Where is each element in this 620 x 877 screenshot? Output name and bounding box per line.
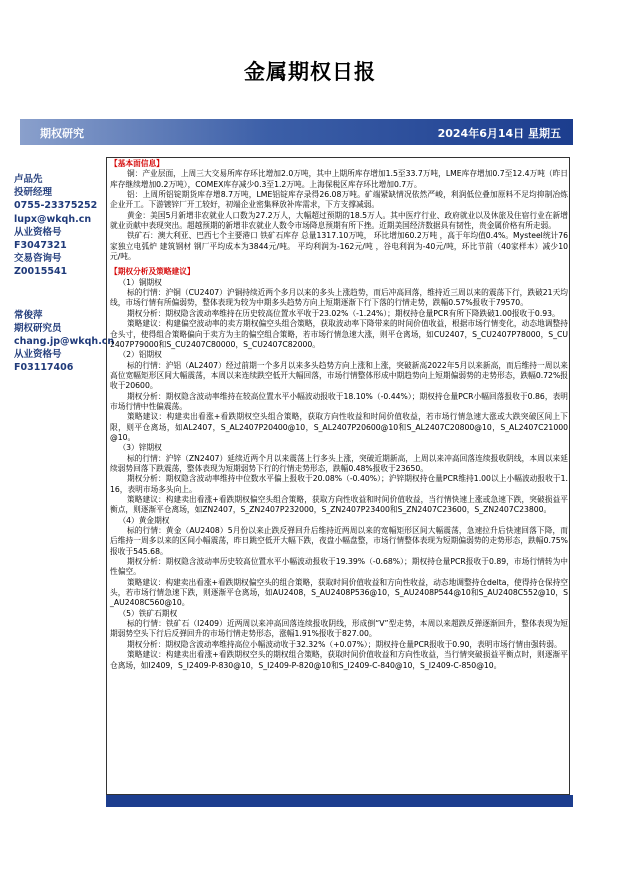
author-info-line: 0755-23375252 [14, 200, 98, 212]
body-paragraph: 铝：上周所铝锭期货库存增8.7万吨，LME铝锭库存录得26.08万吨。矿端紧缺情况依然严峻，利润低位叠加原料不足均抑制冶炼企业开工。下游镀锌厂开工较好，初端企业密集释放补库需求，下方支撑减弱。 [110, 190, 568, 210]
body-paragraph: 期权分析：期权隐含波动率维持在历史较高位置水平收于23.02%（-1.24%）；期权持仓量PCR有所下降跌破1.00报收于0.93。 [126, 308, 560, 318]
author-info-line: 投研经理 [14, 187, 53, 199]
author-info-line: 交易咨询号 [14, 253, 62, 265]
body-paragraph: （2）铝期权 [118, 350, 162, 360]
author-info-line: chang.jp@wkqh.cn [14, 336, 115, 348]
author-info-line: 从业资格号 [14, 349, 62, 361]
report-body [110, 159, 568, 671]
body-paragraph: 黄金：美国5月新增非农就业人口数为27.2万人，大幅超过预期的18.5万人。其中医疗行业、政府就业以及休旅及住宿行业在新增就业贡献中表现突出。超越预期的新增非农就业人数令市场降息预期有所下挫。近期美国经济数据具有韧性，贵金属价格有所走弱。 [110, 210, 568, 231]
section-heading: 【基本面信息】 [110, 159, 164, 168]
body-paragraph: （5）铁矿石期权 [118, 608, 178, 618]
author-info-line: F3047321 [14, 240, 67, 252]
body-paragraph: 标的行情：沪锌（ZN2407）延续近两个月以来震荡上行多头上涨，突破近期新高，上周以来冲高回落连续报收阴线，本周以来延续弱势回落下跌震荡，整体表现为短期弱势下行的行情走势形态，跌幅0.48%报收于23650。 [110, 453, 568, 473]
author-info-line: 期权研究员 [14, 322, 62, 334]
author-info-line: F03117406 [14, 362, 74, 374]
body-paragraph: 策略建议：构建卖出看涨+看跌期权空头的期权组合策略，获取时间价值收益和方向性收益，当行情突破损益平衡点时，则逐渐平仓离场，如I2409，S_I2409-P-830@10，S_I2409-P-820@10和S_I2409-C-840@10，S_I2409-C-850@10。 [110, 650, 568, 670]
body-paragraph: 期权分析：期权隐含波动率维持高位小幅波动收于32.32%（+0.07%）；期权持仓量PCR报收于0.90，表明市场行情由强转弱。 [126, 639, 562, 649]
author-info-line: 常俊萍 [14, 309, 43, 321]
body-paragraph: 标的行情：黄金（AU2408）5月份以来止跌反弹回升后维持近两周以来的宽幅矩形区间大幅震荡，急速拉升后快速回落下降，而后维持一周多以来的区间小幅震荡，昨日跳空低开大幅下跌，夜盘小幅盘整，市场行情整体表现为短期偏弱势的走势形态，跌幅0.75%报收于545.68。 [110, 526, 568, 556]
footer-bar [106, 795, 573, 807]
author-sidebar [14, 173, 115, 375]
body-paragraph: （4）黄金期权 [118, 515, 170, 525]
body-paragraph: 期权分析：期权隐含波动率维持在较高位置水平小幅波动报收于18.10%（-0.44%）；期权持仓量PCR小幅回落报收于0.86，表明市场行情中性偏震荡。 [110, 391, 568, 411]
body-paragraph: 期权分析：期权隐含波动率历史较高位置水平小幅波动报收于19.39%（-0.68%）；期权持仓量PCR报收于0.89，市场行情转为中性偏空。 [110, 557, 568, 577]
body-paragraph: 标的行情：沪铝（AL2407）经过前期一个多月以来多头趋势方向上涨和上涨，突破新高2022年5月以来新高，而后维持一周以来高位宽幅矩形区间大幅震荡，本周以来连续跌空低开大幅回落，市场行情整体形成中期趋势向上短期偏弱势的走势形态，跌幅0.72%报收于20600。 [110, 360, 568, 391]
author-info-line: 卢品先 [14, 174, 43, 185]
header-banner [20, 119, 573, 145]
body-paragraph: 铁矿石：澳大利亚、巴西七个主要港口 铁矿石库存 总量1317.10万吨， 环比增加60.2万吨 ，高于年均值0.4%。Mysteel统计76家独立电弧炉 建筑钢材 钢厂平均成本为3844元/吨。 平均利润为-162元/吨 ，谷电利润为-40元/吨，环比节前（40家样本）减少10元/吨。 [110, 231, 568, 262]
body-paragraph: 策略建议：构建卖出看涨+看跌期权偏空头的组合策略，获取时间价值收益和方向性收益，动态地调整持仓delta，使得持仓保持空头，若市场行情急速下跌，则逐渐平仓离场，如AU2408，S_AU2408P536@10，S_AU2408P544@10和S_AU2408C552@10，S_AU2408C560@10。 [110, 577, 568, 608]
report-title: 金属期权日报 [244, 59, 376, 84]
body-paragraph: 铜：产业层面，上周三大交易所库存环比增加2.0万吨，其中上期所库存增加1.5至33.7万吨，LME库存增加0.7至12.4万吨（昨日库存继续增加0.2万吨），COMEX库存减少0.3至1.2万吨。上海保税区库存环比增加0.7万。 [110, 169, 568, 189]
body-paragraph: （1）铜期权 [118, 277, 162, 287]
body-paragraph: 策略建议：构建卖出看涨+看跌期权偏空头组合策略，获取方向性收益和时间价值收益，当行情快速上涨或急速下跌，突破损益平衡点，则逐渐平仓离场，如ZN2407，S_ZN2407P232000，S_ZN2407P23400和S_ZN2407C23600，S_ZN2407C23800。 [110, 495, 568, 515]
author-info-line: Z0015541 [14, 266, 68, 278]
report-date: 2024年6月14日 星期五 [437, 127, 561, 140]
body-paragraph: 策略建议：构建卖出看涨+看跌期权空头组合策略，获取方向性收益和时间价值收益，若市场行情急速大涨或大跌突破区间上下限，则平仓离场，如AL2407，S_AL2407P20400@10，S_AL2407P20600@10和S_AL2407C20800@10，S_AL2407C21000@10。 [110, 412, 568, 442]
body-paragraph: 标的行情：铁矿石（I2409）近两周以来冲高回落连续报收阴线，形成倒“V”型走势，本周以来超跌反弹逐渐回升，整体表现为短期弱势空头下行后反弹回升的市场行情走势形态，涨幅1.91%报收于827.00。 [110, 619, 568, 639]
section-heading: 【期权分析及策略建议】 [110, 267, 195, 277]
body-paragraph: 期权分析：期权隐含波动率维持中位数水平偏上报收于20.08%（-0.40%）；沪锌期权持仓量PCR维持1.00以上小幅波动报收于1.16，表明市场多头向上。 [110, 474, 568, 494]
body-paragraph: 策略建议：构建偏空波动率的卖方期权偏空头组合策略，获取波动率下降带来的时间价值收益，根据市场行情变化，动态地调整持仓头寸，使得组合策略偏向于卖方为主的偏空组合策略，若市场行情急速大涨，则平仓离场，如CU2407，S_CU2407P78000，S_CU2407P79000和S_CU2407C80000，S_CU2407C82000。 [110, 319, 568, 349]
section-label: 期权研究 [40, 127, 84, 140]
author-info-line: lupx@wkqh.cn [14, 213, 92, 225]
author-info-line: 从业资格号 [14, 226, 62, 238]
body-paragraph: 标的行情：沪铜（CU2407）沪铜持续近两个多月以来的多头上涨趋势，而后冲高回落，维持近三周以来的震荡下行，跌破21天均线，市场行情有所偏弱势，整体表现为较为中期多头趋势方向上短期逐渐下行下落的行情走势，跌幅0.57%报收于79570。 [110, 288, 568, 308]
body-paragraph: （3）锌期权 [118, 443, 162, 453]
